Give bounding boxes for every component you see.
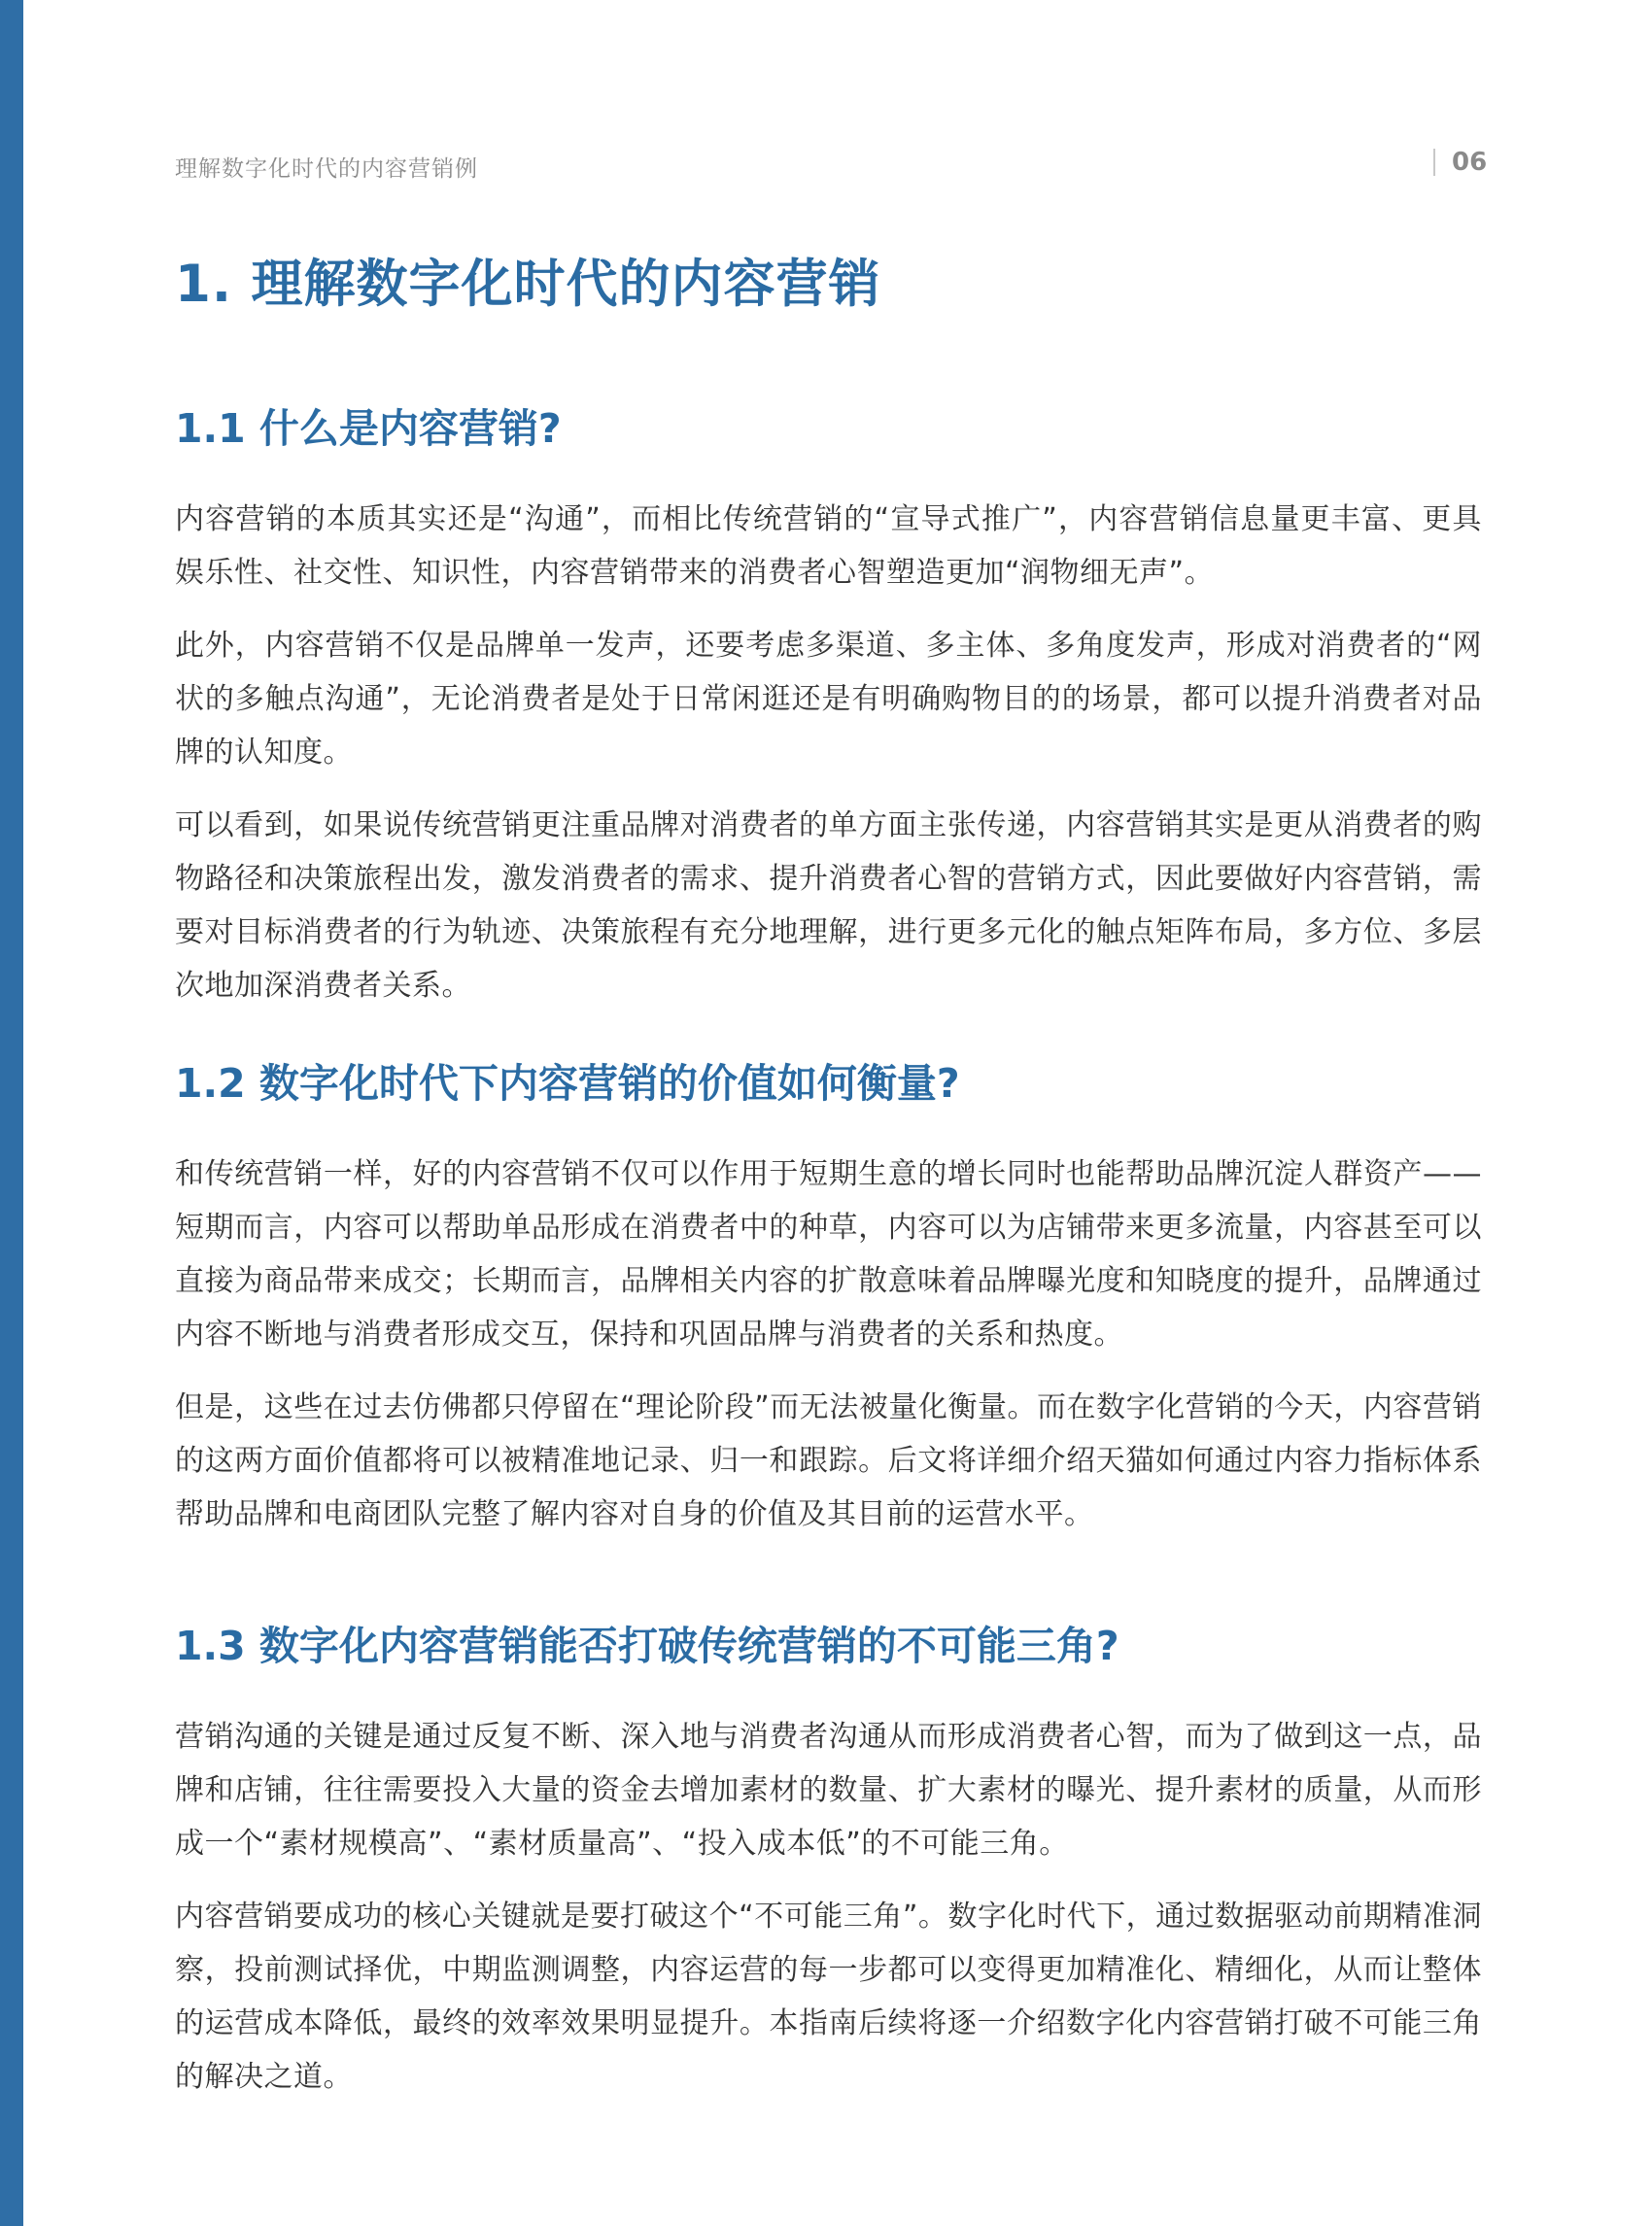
running-header: 理解数字化时代的内容营销例 bbox=[175, 156, 478, 182]
section-heading-1-2: 1.2 数字化时代下内容营销的价值如何衡量? bbox=[175, 1060, 960, 1107]
paragraph: 营销沟通的关键是通过反复不断、深入地与消费者沟通从而形成消费者心智，而为了做到这一点，品牌和店铺，往往需要投入大量的资金去增加素材的数量、扩大素材的曝光、提升素材的质量，从而形成一个“素材规模高”、“素材质量高”、“投入成本低”的不可能三角。 bbox=[175, 1720, 1482, 1861]
paragraph: 可以看到，如果说传统营销更注重品牌对消费者的单方面主张传递，内容营销其实是更从消费者的购物路径和决策旅程出发，激发消费者的需求、提升消费者心智的营销方式，因此要做好内容营销，需要对目标消费者的行为轨迹、决策旅程有充分地理解，进行更多元化的触点矩阵布局，多方位、多层次地加深消费者关系。 bbox=[175, 808, 1482, 1003]
paragraph: 内容营销的本质其实还是“沟通”，而相比传统营销的“宣导式推广”，内容营销信息量更丰富、更具娱乐性、社交性、知识性，内容营销带来的消费者心智塑造更加“润物细无声”。 bbox=[175, 502, 1482, 590]
section-heading-1-3: 1.3 数字化内容营销能否打破传统营销的不可能三角? bbox=[175, 1623, 1119, 1669]
section-heading-1-1: 1.1 什么是内容营销? bbox=[175, 405, 562, 452]
chapter-title: 1. 理解数字化时代的内容营销 bbox=[175, 255, 881, 314]
page-content bbox=[175, 251, 1482, 2104]
page-number: 06 bbox=[1452, 148, 1488, 177]
paragraph: 和传统营销一样，好的内容营销不仅可以作用于短期生意的增长同时也能帮助品牌沉淀人群资产——短期而言，内容可以帮助单品形成在消费者中的种草，内容可以为店铺带来更多流量，内容甚至可以直接为商品带来成交；长期而言，品牌相关内容的扩散意味着品牌曝光度和知晓度的提升，品牌通过内容不断地与消费者形成交互，保持和巩固品牌与消费者的关系和热度。 bbox=[175, 1157, 1482, 1352]
page-number-divider bbox=[1433, 149, 1435, 176]
paragraph: 但是，这些在过去仿佛都只停留在“理论阶段”而无法被量化衡量。而在数字化营销的今天，内容营销的这两方面价值都将可以被精准地记录、归一和跟踪。后文将详细介绍天猫如何通过内容力指标体系帮助品牌和电商团队完整了解内容对自身的价值及其目前的运营水平。 bbox=[175, 1390, 1482, 1531]
side-accent-stripe bbox=[0, 0, 23, 2226]
paragraph: 此外，内容营销不仅是品牌单一发声，还要考虑多渠道、多主体、多角度发声，形成对消费者的“网状的多触点沟通”，无论消费者是处于日常闲逛还是有明确购物目的的场景，都可以提升消费者对品牌的认知度。 bbox=[175, 629, 1482, 770]
paragraph: 内容营销要成功的核心关键就是要打破这个“不可能三角”。数字化时代下，通过数据驱动前期精准洞察，投前测试择优，中期监测调整，内容运营的每一步都可以变得更加精准化、精细化，从而让整体的运营成本降低，最终的效率效果明显提升。本指南后续将逐一介绍数字化内容营销打破不可能三角的解决之道。 bbox=[175, 1900, 1482, 2094]
